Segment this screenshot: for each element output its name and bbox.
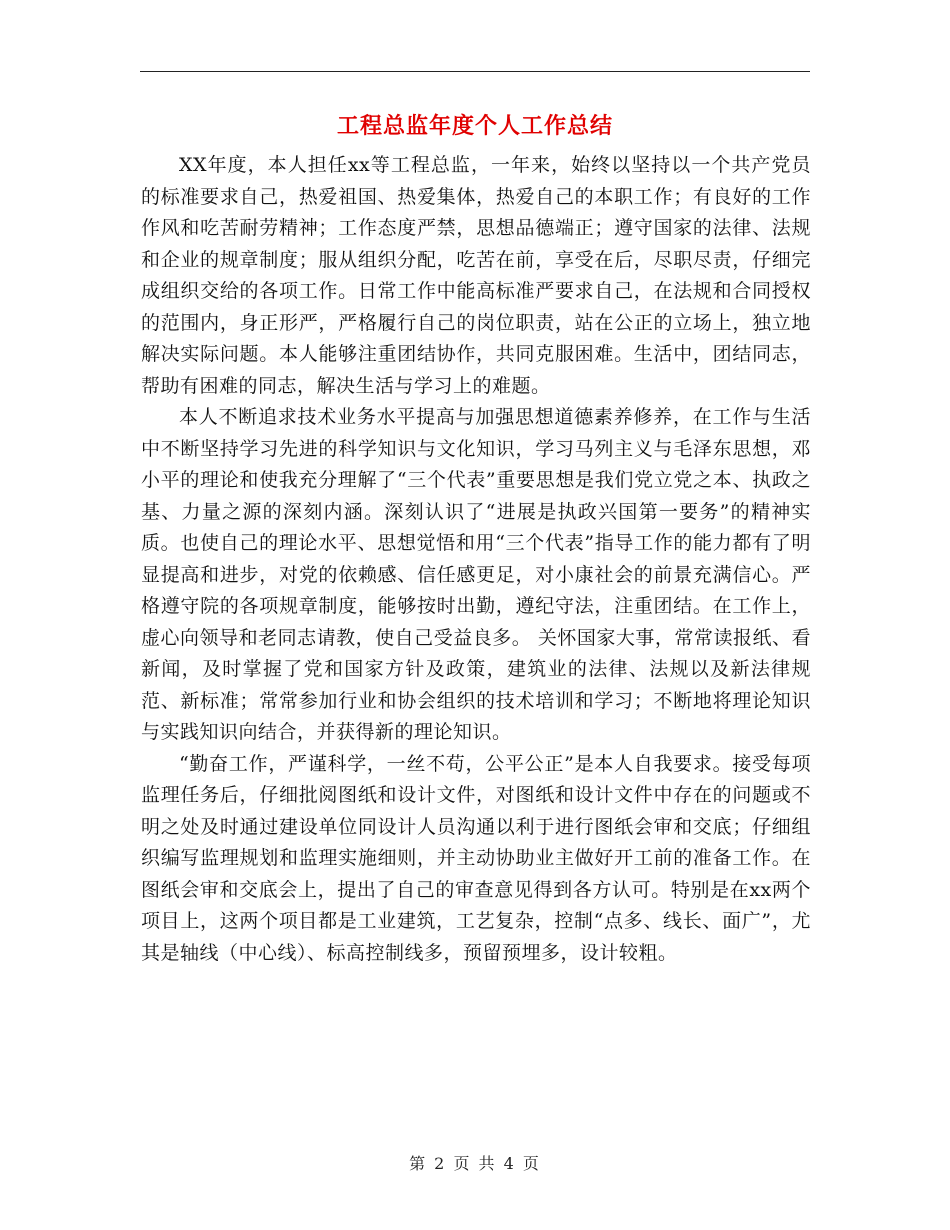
paragraph-1: XX年度，本人担任xx等工程总监，一年来，始终以坚持以一个共产党员的标准要求自己，热爱祖国、热爱集体，热爱自己的本职工作；有良好的工作作风和吃苦耐劳精神；工作态度严禁，思想品德端正；遵守国家的法律、法规和企业的规章制度；服从组织分配，吃苦在前，享受在后，尽职尽责，仔细完成组织交给的各项工作。日常工作中能高标准严要求自己，在法规和合同授权的范围内，身正形严，严格履行自己的岗位职责，站在公正的立场上，独立地解决实际问题。本人能够注重团结协作，共同克服困难。生活中，团结同志，帮助有困难的同志，解决生活与学习上的难题。: [141, 154, 811, 397]
document-title: 工程总监年度个人工作总结: [336, 113, 613, 139]
paragraph-3: “勤奋工作，严谨科学，一丝不苟，公平公正”是本人自我要求。接受每项监理任务后，仔细批阅图纸和设计文件，对图纸和设计文件中存在的问题或不明之处及时通过建设单位同设计人员沟通以利于进行图纸会审和交底；仔细组织编写监理规划和监理实施细则，并主动协助业主做好开工前的准备工作。在图纸会审和交底会上，提出了自己的审查意见得到各方认可。特别是在xx两个项目上，这两个项目都是工业建筑，工艺复杂，控制“点多、线长、面广”，尤其是轴线（中心线）、标高控制线多，预留预埋多，设计较粗。: [141, 752, 811, 964]
header-rule: [140, 71, 810, 72]
document-body: [141, 150, 811, 969]
paragraph-2: 本人不断追求技术业务水平提高与加强思想道德素养修养，在工作与生活中不断坚持学习先进的科学知识与文化知识，学习马列主义与毛泽东思想，邓小平的理论和使我充分理解了“三个代表”重要思想是我们党立党之本、执政之基、力量之源的深刻内涵。深刻认识了“进展是执政兴国第一要务”的精神实质。也使自己的理论水平、思想觉悟和用“三个代表”指导工作的能力都有了明显提高和进步，对党的依赖感、信任感更足，对小康社会的前景充满信心。严格遵守院的各项规章制度，能够按时出勤，遵纪守法，注重团结。在工作上，虚心向领导和老同志请教，使自己受益良多。 关怀国家大事，常常读报纸、看新闻，及时掌握了党和国家方针及政策，建筑业的法律、法规以及新法律规范、新标准；常常参加行业和协会组织的技术培训和学习；不断地将理论知识与实践知识向结合，并获得新的理论知识。: [141, 406, 811, 743]
page-number-footer: 第 2 页 共 4 页: [409, 1154, 541, 1173]
